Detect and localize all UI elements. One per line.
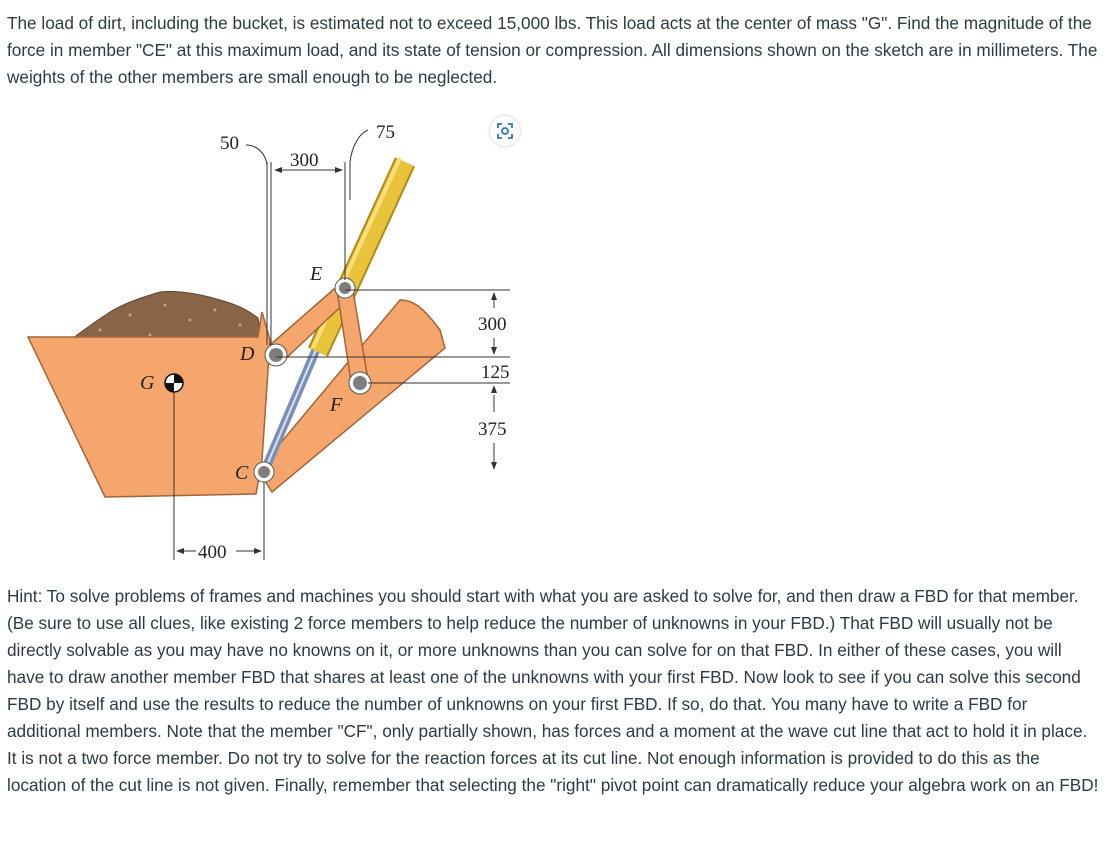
label-g: G	[140, 372, 155, 394]
bucket-body	[28, 312, 270, 497]
dim-400: 400	[198, 542, 227, 563]
dim-125: 125	[481, 362, 510, 383]
zoom-icon	[490, 116, 520, 146]
zoom-button[interactable]	[490, 116, 520, 146]
pin-c	[254, 462, 274, 482]
center-of-mass-g	[165, 374, 183, 392]
dim-75: 75	[376, 122, 395, 143]
label-e: E	[310, 263, 323, 285]
dim-300-top: 300	[290, 150, 319, 171]
dim-375: 375	[478, 419, 507, 440]
label-f: F	[330, 394, 343, 416]
dim-50: 50	[220, 133, 239, 154]
pin-f	[349, 372, 371, 394]
problem-statement: The load of dirt, including the bucket, is estimated not to exceed 15,000 lbs. This load acts at the center of mass "G". Find the magnitude of the force in member "CE" at this maximum load, and its state of tension or compression. All dimensions shown on the sketch are in millimeters. The weights of the other members are small enough to be neglected.	[7, 13, 1098, 87]
hint-paragraph: Hint: To solve problems of frames and machines you should start with what you are asked to solve for, and then draw a FBD for that member. (Be sure to use all clues, like existing 2 force members to help reduce the number of unknowns in your FBD.) That FBD will usually not be directly solvable as you may have no knowns on it, or more unknowns than you can solve for on that FBD. In either of these cases, you will have to draw another member FBD that shares at least one of the unknowns with your first FBD. Now look to see if you can solve this second FBD by itself and use the results to reduce the number of unknowns on your first FBD. If so, do that. You many have to write a FBD for additional members. Note that the member "CF", only partially shown, has forces and a moment at the wave cut line that act to hold it in place. It is not a two force member. Do not try to solve for the reaction forces at its cut line. Not enough information is provided to do this as the location of the cut line is not given. Finally, remember that selecting the "right" pivot point can dramatically reduce your algebra work on an FBD!	[7, 586, 1099, 795]
dim-300-right: 300	[478, 314, 507, 335]
label-c: C	[235, 462, 249, 484]
pin-d	[265, 344, 287, 366]
label-d: D	[240, 343, 255, 365]
pin-e	[335, 278, 355, 298]
excavator-bucket-figure	[0, 100, 560, 570]
